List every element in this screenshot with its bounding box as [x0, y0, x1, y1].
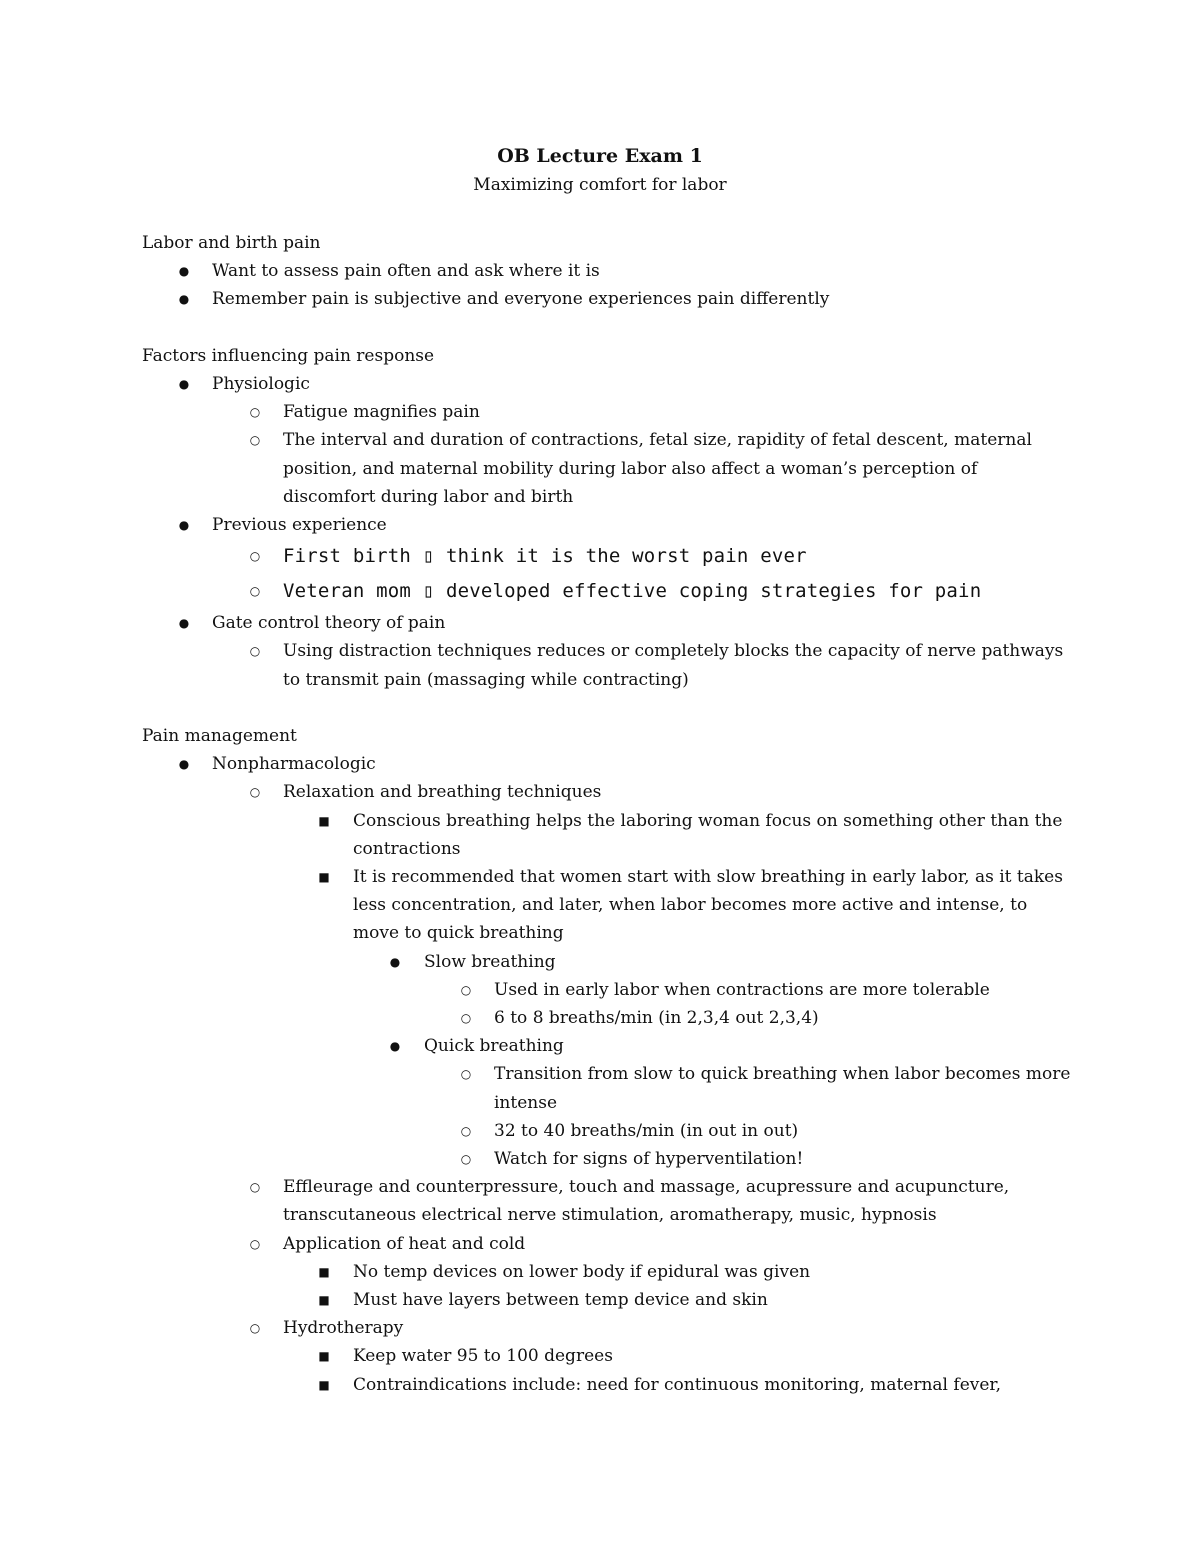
list-item-text: No temp devices on lower body if epidural was given — [353, 1261, 811, 1282]
bullet-marker-icon: ■ — [318, 1293, 330, 1308]
bullet-marker-icon: ○ — [460, 1152, 472, 1167]
document-body — [142, 229, 1072, 1399]
bullet-marker-icon: ● — [178, 292, 190, 307]
list-item — [142, 1117, 1072, 1145]
list-item — [142, 863, 1072, 948]
bullet-marker-icon: ● — [178, 616, 190, 631]
bullet-marker-icon: ● — [178, 757, 190, 772]
list-item-text: Conscious breathing helps the laboring woman focus on something other than the contractions — [353, 810, 1063, 859]
list-item-text: Using distraction techniques reduces or completely blocks the capacity of nerve pathways to transmit pain (massaging while contracting) — [283, 641, 1064, 690]
bullet-marker-icon: ● — [389, 1039, 401, 1054]
bullet-list — [142, 750, 1072, 1399]
bullet-marker-icon: ○ — [249, 1180, 261, 1195]
list-item-text: Previous experience — [212, 515, 387, 536]
list-item-text: Veteran mom ▯ developed effective coping strategies for pain — [283, 580, 982, 603]
list-item-text: Used in early labor when contractions are more tolerable — [494, 979, 990, 1000]
list-item — [142, 1032, 1072, 1060]
list-item-text: 6 to 8 breaths/min (in 2,3,4 out 2,3,4) — [494, 1008, 819, 1029]
bullet-marker-icon: ○ — [460, 1011, 472, 1026]
list-item-text: Remember pain is subjective and everyone experiences pain differently — [212, 289, 830, 310]
list-item — [142, 1371, 1072, 1399]
list-item-text: Quick breathing — [424, 1036, 564, 1057]
list-item-text: First birth ▯ think it is the worst pain ever — [283, 545, 807, 568]
list-item — [142, 426, 1072, 511]
list-item-text: Transition from slow to quick breathing when labor becomes more intense — [494, 1064, 1071, 1113]
list-item-text: Physiologic — [212, 374, 310, 394]
bullet-marker-icon: ○ — [460, 1067, 472, 1082]
bullet-marker-icon: ○ — [249, 644, 261, 659]
bullet-list — [142, 257, 1072, 313]
list-item — [142, 1004, 1072, 1032]
list-item — [142, 511, 1072, 539]
bullet-marker-icon: ○ — [249, 584, 261, 599]
list-item-text: Must have layers between temp device and skin — [353, 1290, 768, 1311]
bullet-marker-icon: ○ — [249, 433, 261, 448]
list-item — [142, 370, 1072, 398]
list-item — [142, 1342, 1072, 1370]
list-item-text: Nonpharmacologic — [212, 754, 376, 775]
bullet-marker-icon: ● — [178, 518, 190, 533]
list-item-text: Application of heat and cold — [283, 1233, 526, 1254]
list-item-text: Want to assess pain often and ask where it is — [212, 261, 600, 282]
list-item — [142, 637, 1072, 693]
list-item-text: Fatigue magnifies pain — [283, 402, 480, 423]
bullet-marker-icon: ■ — [318, 1349, 330, 1364]
list-item — [142, 1173, 1072, 1229]
bullet-marker-icon: ● — [178, 377, 190, 391]
list-item-text: Slow breathing — [424, 951, 556, 972]
bullet-list — [142, 370, 1072, 694]
bullet-marker-icon: ○ — [249, 1321, 261, 1336]
list-item — [142, 750, 1072, 778]
list-item-text: Hydrotherapy — [283, 1318, 404, 1339]
section-heading: Pain management — [142, 726, 297, 747]
section-heading: Labor and birth pain — [142, 233, 321, 253]
list-item — [142, 976, 1072, 1004]
list-item — [142, 1314, 1072, 1342]
list-item-text: The interval and duration of contractions, fetal size, rapidity of fetal descent, maternal position, and maternal mobility during labor also affect a woman’s perception of discomfort during labor and birth — [283, 430, 1032, 507]
page-title: OB Lecture Exam 1 — [497, 145, 703, 167]
page-subtitle: Maximizing comfort for labor — [473, 175, 727, 195]
bullet-marker-icon: ■ — [318, 813, 330, 828]
list-item — [142, 257, 1072, 285]
list-item — [142, 1258, 1072, 1286]
bullet-marker-icon: ○ — [249, 405, 261, 420]
list-item-text: 32 to 40 breaths/min (in out in out) — [494, 1120, 799, 1141]
list-item-text: Gate control theory of pain — [212, 613, 446, 634]
bullet-marker-icon: ● — [389, 954, 401, 969]
list-item — [142, 285, 1072, 313]
list-item-text: Relaxation and breathing techniques — [283, 782, 602, 803]
list-item — [142, 1230, 1072, 1258]
section-spacer — [142, 694, 1072, 722]
list-item — [142, 1060, 1072, 1116]
list-item — [142, 574, 1072, 609]
bullet-marker-icon: ○ — [460, 982, 472, 997]
list-item — [142, 539, 1072, 574]
bullet-marker-icon: ○ — [249, 785, 261, 800]
list-item-text: Effleurage and counterpressure, touch and massage, acupressure and acupuncture, transcutaneous electrical nerve stimulation, aromatherapy, music, hypnosis — [283, 1177, 1010, 1226]
list-item — [142, 1286, 1072, 1314]
list-item-text: It is recommended that women start with slow breathing in early labor, as it takes less concentration, and later, when labor becomes more active and intense, to move to quick breathing — [353, 867, 1063, 944]
list-item — [142, 1145, 1072, 1173]
bullet-marker-icon: ○ — [249, 1236, 261, 1251]
bullet-marker-icon: ● — [178, 264, 190, 279]
list-item — [142, 807, 1072, 863]
section-spacer — [142, 314, 1072, 342]
bullet-marker-icon: ■ — [318, 1264, 330, 1279]
bullet-marker-icon: ■ — [318, 1377, 330, 1392]
list-item — [142, 778, 1072, 806]
list-item-text: Keep water 95 to 100 degrees — [353, 1346, 613, 1367]
bullet-marker-icon: ○ — [460, 1123, 472, 1138]
list-item-text: Contraindications include: need for continuous monitoring, maternal fever, — [353, 1374, 1002, 1395]
bullet-marker-icon: ■ — [318, 870, 330, 885]
list-item-text: Watch for signs of hyperventilation! — [494, 1149, 804, 1170]
list-item — [142, 609, 1072, 637]
section-heading: Factors influencing pain response — [142, 345, 435, 366]
list-item — [142, 398, 1072, 426]
bullet-marker-icon: ○ — [249, 549, 261, 564]
list-item — [142, 948, 1072, 976]
